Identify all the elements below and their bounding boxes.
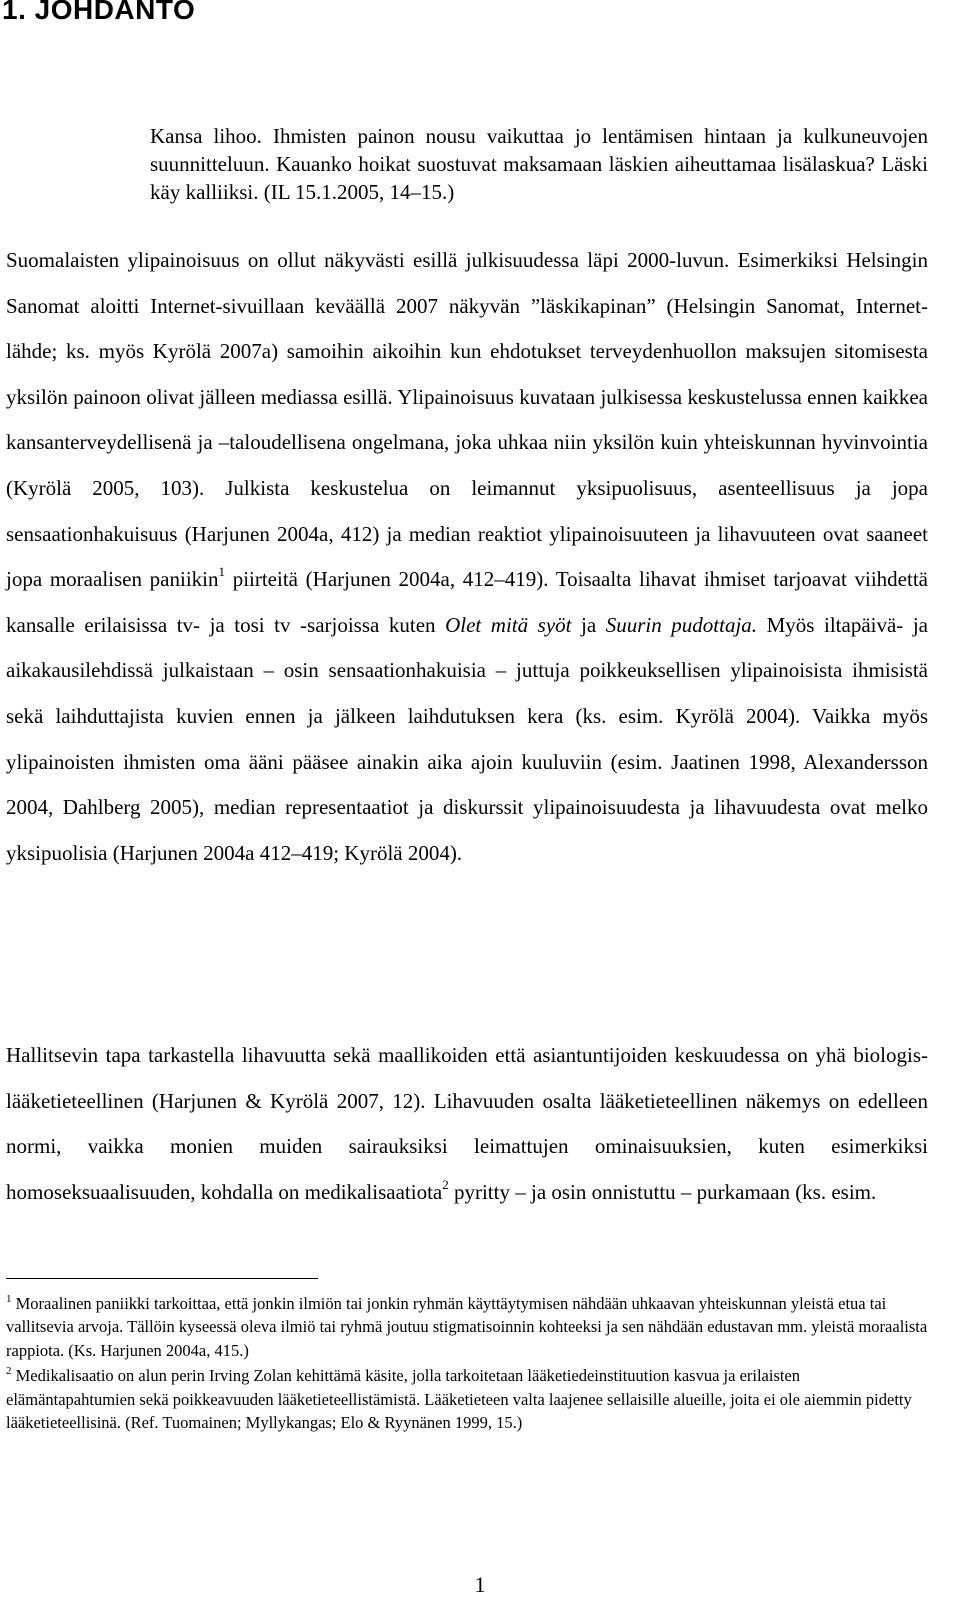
footnote-1 xyxy=(6,1292,928,1362)
paragraph-1-text-c: ja xyxy=(571,612,606,637)
paragraph-1-text-a: Suomalaisten ylipainoisuus on ollut näkyvästi esillä julkisuudessa läpi 2000-luvun. Esimerkiksi Helsingin Sanomat aloitti Internet-sivuillaan keväällä 2007 näkyvän ”läskikapinan” (Helsingin Sanomat, Internet-lähde; ks. myös Kyrölä 2007a) samoihin aikoihin kun ehdotukset terveydenhuollon maksujen sitomisesta yksilön painoon olivat jälleen mediassa esillä. Ylipainoisuus kuvataan julkisessa keskustelussa ennen kaikkea kansanterveydellisenä ja –taloudellisena ongelmana, joka uhkaa niin yksilön kuin yhteiskunnan hyvinvointia (Kyrölä 2005, 103). Julkista keskustelua on leimannut yksipuolisuus, asenteellisuus ja jopa sensaationhakuisuus (Harjunen 2004a, 412) ja median reaktiot ylipainoisuuteen ja lihavuuteen ovat saaneet jopa moraalisen paniikin xyxy=(6,248,928,592)
footnotes xyxy=(6,1292,928,1436)
paragraph-2-text-a: Hallitsevin tapa tarkastella lihavuutta sekä maallikoiden että asiantuntijoiden keskuudessa on yhä biologis-lääketieteellinen (Harjunen & Kyrölä 2007, 12). Lihavuuden osalta lääketieteellinen näkemys on edelleen normi, vaikka monien muiden sairauksiksi leimattujen ominaisuuksien, kuten esimerkiksi homoseksuaalisuuden, kohdalla on medikalisaatiota xyxy=(6,1043,928,1204)
footnote-ref-1[interactable]: 1 xyxy=(218,564,225,580)
footnote-2 xyxy=(6,1364,928,1434)
opening-quote: Kansa lihoo. Ihmisten painon nousu vaikuttaa jo lentämisen hintaan ja kulkuneuvojen suunnitteluun. Kauanko hoikat suostuvat maksamaan läskien aiheuttamaa lisälaskua? Läski käy kalliiksi. (IL 15.1.2005, 14–15.) xyxy=(150,124,928,204)
footnote-divider xyxy=(6,1278,318,1279)
paragraph-1 xyxy=(6,238,928,876)
footnote-text: Medikalisaatio on alun perin Irving Zolan kehittämä käsite, jolla tarkoitetaan lääketiedeinstituution kasvua ja erilaisten elämäntapahtumien sekä poikkeavuuden lääketieteellistämistä. Lääketieteen valta laajenee sellaisille alueille, joita ei ole aiemmin pidetty lääketieteellisinä. (Ref. Tuomainen; Myllykangas; Elo & Ryynänen 1999, 15.) xyxy=(6,1366,912,1433)
footnote-marker: 2 xyxy=(6,1365,12,1378)
chapter-heading: 1. JOHDANTO xyxy=(2,0,196,25)
page-number: 1 xyxy=(474,1572,486,1597)
tv-show-title-1: Olet mitä syöt xyxy=(445,612,572,637)
footnote-ref-2[interactable]: 2 xyxy=(442,1176,449,1192)
footnote-marker: 1 xyxy=(6,1293,12,1305)
tv-show-title-2: Suurin pudottaja. xyxy=(605,612,758,637)
footnote-text: Moraalinen paniikki tarkoittaa, että jonkin ilmiön tai jonkin ryhmän käyttäytymisen nähdään uhkaavan yhteiskunnan yleistä etua tai vallitsevia arvoja. Tällöin kyseessä oleva ilmiö tai ryhmä joutuu stigmatisoinnin kohteeksi ja sen nähdään edustavan mm. yleistä moraalista rappiota. (Ks. Harjunen 2004a, 415.) xyxy=(6,1294,928,1360)
paragraph-2 xyxy=(6,1033,928,1215)
paragraph-1-text-b: piirteitä (Harjunen 2004a, 412–419). Toisaalta lihavat ihmiset tarjoavat viihdettä kansalle erilaisissa tv- ja tosi tv -sarjoissa kuten xyxy=(6,567,928,637)
paragraph-2-text-b: pyritty – ja osin onnistuttu – purkamaan (ks. esim. xyxy=(448,1179,877,1204)
paragraph-1-text-d: Myös iltapäivä- ja aikakausilehdissä julkaistaan – osin sensaationhakuisia – juttuja poikkeuksellisen ylipainoisista ihmisistä sekä laihduttajista kuvien ennen ja jälkeen laihdutuksen kera (ks. esim. Kyrölä 2004). Vaikka myös ylipainoisten ihmisten oma ääni pääsee ainakin aika ajoin kuuluviin (esim. Jaatinen 1998, Alexandersson 2004, Dahlberg 2005), median representaatiot ja diskurssit ylipainoisuudesta ja lihavuudesta ovat melko yksipuolisia (Harjunen 2004a 412–419; Kyrölä 2004). xyxy=(6,612,928,865)
